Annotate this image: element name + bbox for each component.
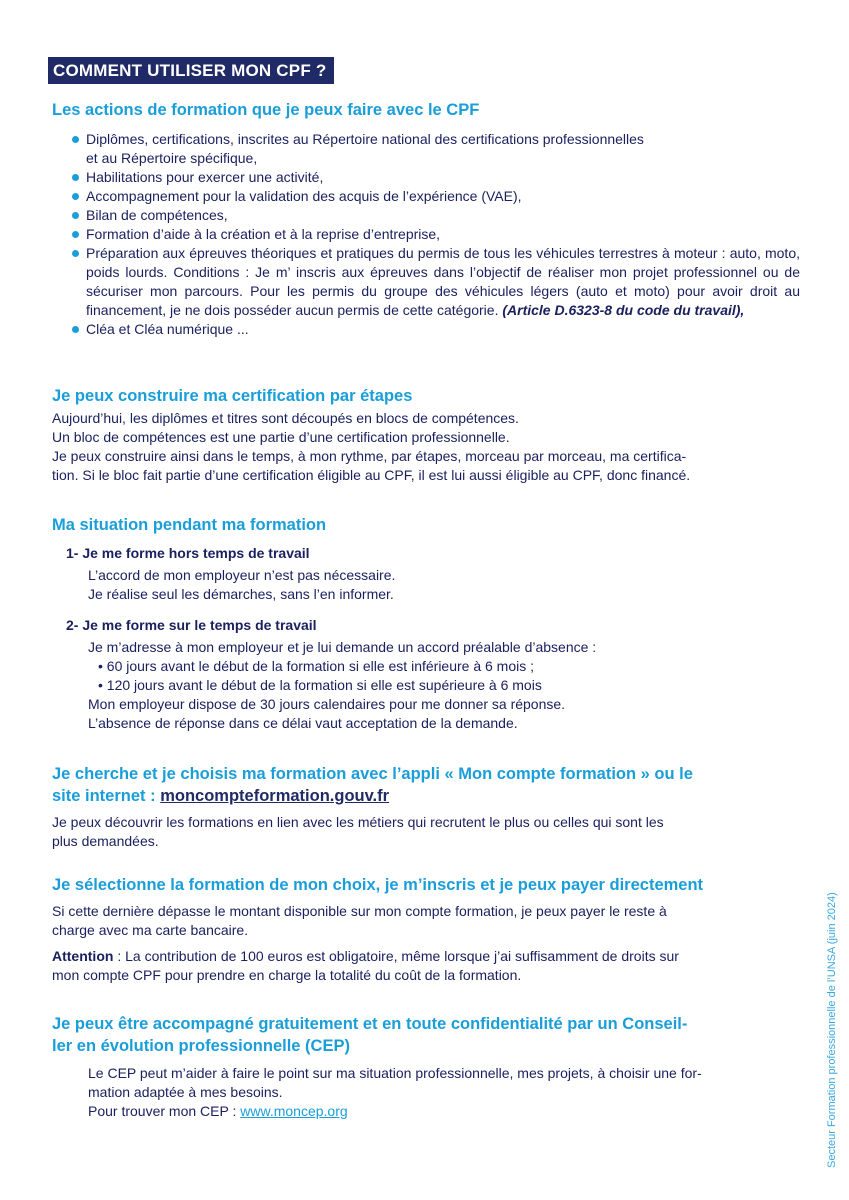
paragraph-line: Je peux découvrir les formations en lien avec les métiers qui recrutent le plus ou celles qui sont les (52, 814, 664, 830)
list-item: Diplômes, certifications, inscrites au Répertoire national des certifications professionnelles et au Répertoire spécifique, (70, 130, 800, 168)
paragraph-line: tion. Si le bloc fait partie d’une certification éligible au CPF, il est lui aussi éligible au CPF, donc financé. (52, 467, 691, 483)
list-item: Cléa et Cléa numérique ... (70, 320, 800, 339)
cep-link-line: Pour trouver mon CEP : www.moncep.org (88, 1103, 348, 1119)
section-title-cep-line2: ler en évolution professionnelle (CEP) (52, 1037, 350, 1055)
section-title-select: Je sélectionne la formation de mon choix, je m’inscris et je peux payer directement (52, 876, 704, 894)
list-item: Accompagnement pour la validation des acquis de l’expérience (VAE), (70, 187, 800, 206)
paragraph-line: Le CEP peut m’aider à faire le point sur ma situation professionnelle, mes projets, à choisir une for- (88, 1065, 702, 1081)
paragraph-line: • 120 jours avant le début de la formation si elle est supérieure à 6 mois (98, 677, 542, 693)
list-item: Bilan de compétences, (70, 206, 800, 225)
section-title-search-line2: site internet : moncompteformation.gouv.fr (52, 787, 390, 805)
bullet-icon (72, 212, 79, 219)
paragraph-line: plus demandées. (52, 833, 159, 849)
paragraph-line: Aujourd’hui, les diplômes et titres sont découpés en blocs de compétences. (52, 410, 519, 426)
paragraph-line: • 60 jours avant le début de la formation si elle est inférieure à 6 mois ; (98, 658, 535, 674)
bullet-icon (72, 231, 79, 238)
list-item: Formation d’aide à la création et à la reprise d’entreprise, (70, 225, 800, 244)
attention-label: Attention (52, 948, 114, 964)
paragraph-line: Je peux construire ainsi dans le temps, à mon rythme, par étapes, morceau par morceau, ma certifica- (52, 448, 687, 464)
section-title-certification: Je peux construire ma certification par étapes (52, 387, 413, 405)
list-item: Habilitations pour exercer une activité, (70, 168, 800, 187)
bullet-icon (72, 174, 79, 181)
subsection-title-off-work: 1- Je me forme hors temps de travail (66, 545, 310, 561)
bullet-icon (72, 136, 79, 143)
bullet-icon (72, 326, 79, 333)
law-reference: (Article D.6323-8 du code du travail), (502, 302, 745, 318)
subsection-title-on-work: 2- Je me forme sur le temps de travail (66, 617, 317, 633)
paragraph-line: Un bloc de compétences est une partie d’une certification professionnelle. (52, 429, 510, 445)
attention-line: Attention : La contribution de 100 euros est obligatoire, même lorsque j’ai suffisamment de droits sur (52, 948, 679, 964)
moncompteformation-link[interactable]: moncompteformation.gouv.fr (160, 787, 390, 805)
section-title-cep: Je peux être accompagné gratuitement et en toute confidentialité par un Conseil- (52, 1015, 688, 1033)
actions-list (70, 130, 800, 339)
paragraph-line: Je réalise seul les démarches, sans l’en informer. (88, 586, 394, 602)
section-title-situation: Ma situation pendant ma formation (52, 516, 327, 534)
paragraph-line: charge avec ma carte bancaire. (52, 922, 249, 938)
paragraph-line: Je m’adresse à mon employeur et je lui demande un accord préalable d’absence : (88, 639, 597, 655)
subsection-number: 2- (66, 617, 79, 633)
paragraph-line: Si cette dernière dépasse le montant disponible sur mon compte formation, je peux payer le reste à (52, 903, 667, 919)
bullet-icon (72, 250, 79, 257)
paragraph-line: L’absence de réponse dans ce délai vaut acceptation de la demande. (88, 715, 518, 731)
list-item: Préparation aux épreuves théoriques et pratiques du permis de tous les véhicules terrestres à moteur : auto, moto, poids lourds. Conditions : Je m’ inscris aux épreuves dans l’objectif de réaliser mon projet professionnel ou de sécuriser mon parcours. Pour les permis du groupe des véhicules légers (auto et moto) pour avoir droit au financement, je ne dois posséder aucun permis de cette catégorie. (Article D.6323-8 du code du travail), (70, 244, 800, 320)
paragraph-line: Mon employeur dispose de 30 jours calendaires pour me donner sa réponse. (88, 696, 566, 712)
section-title-actions: Les actions de formation que je peux faire avec le CPF (52, 101, 480, 119)
paragraph-line: L’accord de mon employeur n’est pas nécessaire. (88, 567, 396, 583)
subsection-number: 1- (66, 545, 79, 561)
section-title-search: Je cherche et je choisis ma formation avec l’appli « Mon compte formation » ou le (52, 765, 693, 783)
paragraph-line: mation adaptée à mes besoins. (88, 1084, 283, 1100)
paragraph-line: mon compte CPF pour prendre en charge la totalité du coût de la formation. (52, 967, 522, 983)
moncep-link[interactable]: www.moncep.org (240, 1103, 348, 1119)
bullet-icon (72, 193, 79, 200)
side-credit-text: Secteur Formation professionnelle de l’UNSA (juin 2024) (826, 892, 838, 1168)
page-banner-title: COMMENT UTILISER MON CPF ? (48, 57, 334, 84)
